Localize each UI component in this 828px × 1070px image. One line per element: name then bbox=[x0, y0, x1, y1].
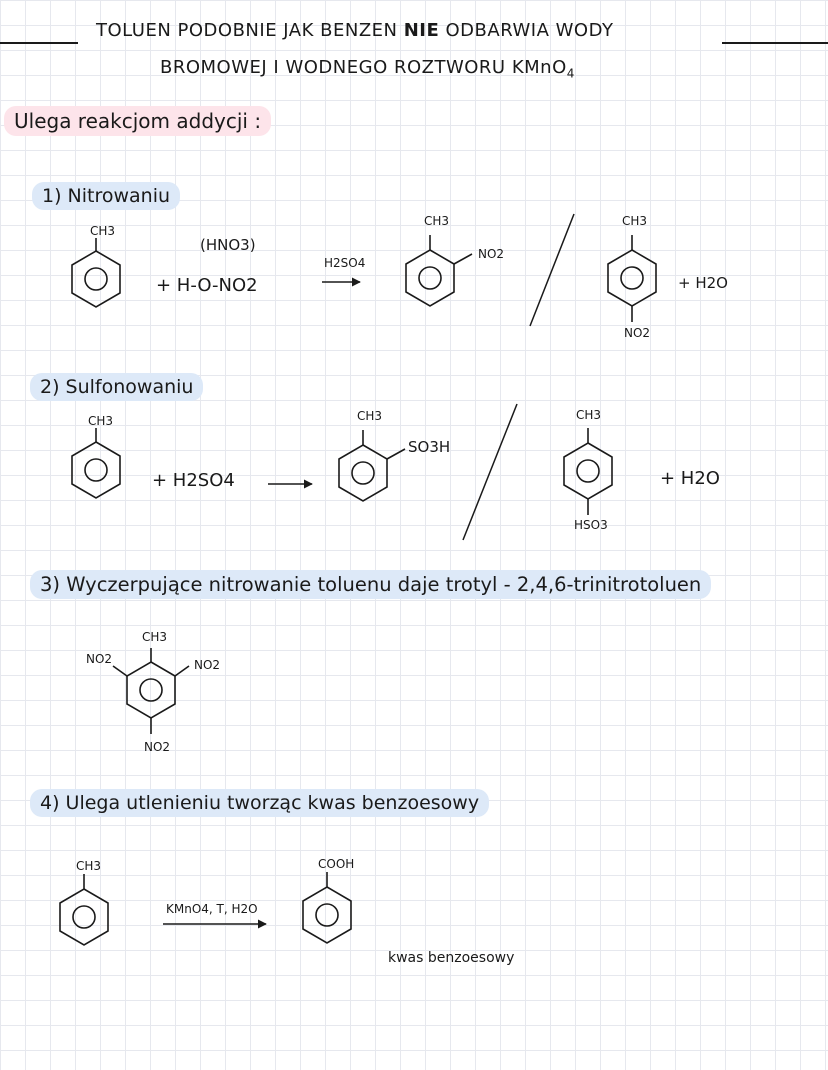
r2-product1-so3h: SO3H bbox=[408, 438, 451, 456]
r1-reactant-ch3: CH3 bbox=[90, 224, 116, 238]
r3-no2-right: NO2 bbox=[194, 658, 221, 672]
r1-product1-no2: NO2 bbox=[478, 247, 505, 261]
r2-product-ortho-ring bbox=[339, 430, 405, 501]
r1-toluene-ring bbox=[72, 238, 120, 307]
r4-conditions: KMnO4, T, H2O bbox=[166, 902, 258, 916]
r1-product-para-ring bbox=[608, 235, 656, 322]
r2-separator-slash bbox=[463, 404, 517, 540]
r1-product2-ch3: CH3 bbox=[622, 214, 648, 228]
r4-toluene-ring bbox=[60, 874, 108, 945]
r1-product1-ch3: CH3 bbox=[424, 214, 450, 228]
r1-byproduct: + H2O bbox=[678, 274, 728, 292]
r2-reactant-ch3: CH3 bbox=[88, 414, 114, 428]
section-oxidation: 4) Ulega utlenieniu tworząc kwas benzoesowy bbox=[30, 789, 489, 817]
r1-catalyst: H2SO4 bbox=[324, 256, 366, 270]
r2-reagent: + H2SO4 bbox=[152, 470, 235, 491]
header-line-1-bold: NIE bbox=[403, 20, 440, 41]
r4-product-name: kwas benzoesowy bbox=[388, 950, 515, 966]
r2-product2-hso3: HSO3 bbox=[574, 518, 608, 532]
r4-reactant-ch3: CH3 bbox=[76, 859, 102, 873]
r1-reagent-formula: + H-O-NO2 bbox=[156, 275, 258, 296]
r1-reagent-name: (HNO3) bbox=[200, 236, 256, 254]
header-line-1-pre: TOLUEN PODOBNIE JAK BENZEN bbox=[96, 20, 404, 41]
r2-toluene-ring bbox=[72, 428, 120, 498]
header-line-2-sub: 4 bbox=[566, 66, 575, 81]
r1-product-ortho-ring bbox=[406, 235, 472, 306]
r3-no2-bottom: NO2 bbox=[144, 740, 171, 754]
r2-product-para-ring bbox=[564, 428, 612, 515]
r2-product2-ch3: CH3 bbox=[576, 408, 602, 422]
r4-product-cooh: COOH bbox=[318, 857, 355, 871]
r2-product1-ch3: CH3 bbox=[357, 409, 383, 423]
section-trinitration: 3) Wyczerpujące nitrowanie toluenu daje trotyl - 2,4,6-trinitrotoluen bbox=[30, 570, 711, 599]
header-line-1-post: ODBARWIA WODY bbox=[439, 20, 614, 41]
r2-byproduct: + H2O bbox=[660, 468, 720, 489]
r4-benzoic-acid-ring bbox=[303, 872, 351, 943]
r1-product2-no2: NO2 bbox=[624, 326, 651, 340]
section-sulfonation: 2) Sulfonowaniu bbox=[30, 373, 203, 401]
r3-ch3: CH3 bbox=[142, 630, 168, 644]
subtitle-addition: Ulega reakcjom addycji : bbox=[4, 106, 271, 136]
r3-no2-left: NO2 bbox=[86, 652, 113, 666]
section-nitration: 1) Nitrowaniu bbox=[32, 182, 180, 210]
r1-separator-slash bbox=[530, 214, 574, 326]
r3-tnt-ring bbox=[113, 648, 189, 734]
header-line-2-text: BROMOWEJ I WODNEGO ROZTWORU KMnO bbox=[160, 57, 567, 78]
